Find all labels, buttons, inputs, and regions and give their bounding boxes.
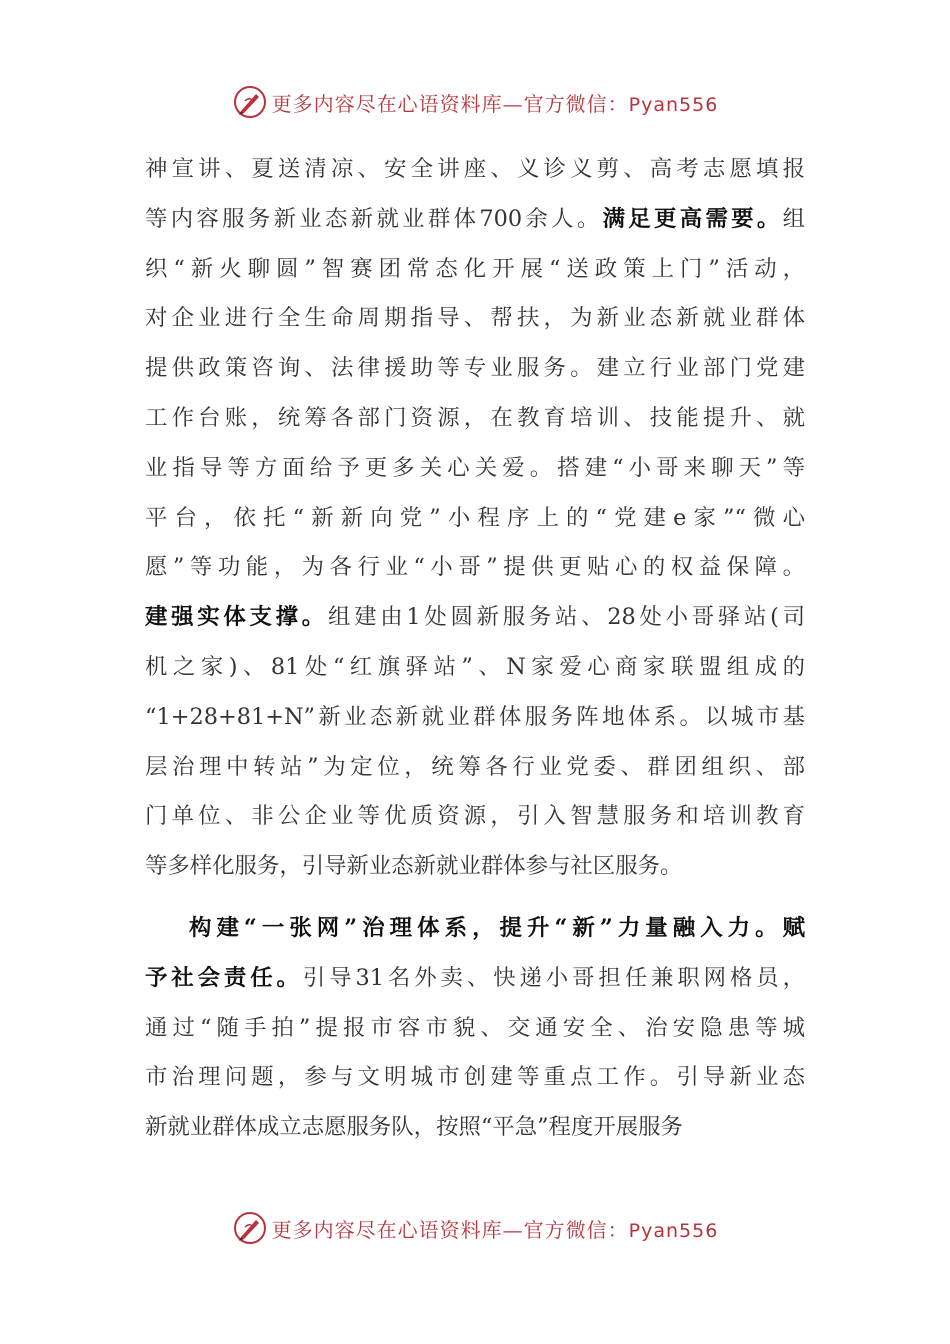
- text-segment: 门单位、非公企业等优质资源，引入智慧服务和培训教育: [145, 803, 805, 830]
- text-segment: 等内容服务新业态新就业群体700余人。: [145, 205, 603, 232]
- bold-heading-text: 满足更高需要。: [602, 205, 783, 232]
- text-segment: 织“新火聊圆”智赛团常态化开展“送政策上门”活动，: [145, 255, 805, 282]
- text-line: [145, 245, 805, 295]
- paragraph: [145, 145, 805, 892]
- text-segment: 等多样化服务，引导新业态新就业群体参与社区服务。: [145, 853, 683, 880]
- text-segment: 对企业进行全生命周期指导、帮扶，为新业态新就业群体: [145, 305, 805, 332]
- text-segment: 层治理中转站”为定位，统筹各行业党委、群团组织、部: [145, 753, 805, 780]
- text-line: [145, 494, 805, 544]
- text-line: [145, 954, 805, 1004]
- text-segment: 组: [782, 205, 805, 232]
- text-line: [145, 842, 805, 892]
- wechat-id: Pyan556: [628, 93, 719, 116]
- text-line: [145, 593, 805, 643]
- text-segment: 引导31名外卖、快递小哥担任兼职网格员，: [302, 964, 805, 991]
- bold-heading-text: 予社会责任。: [145, 964, 303, 991]
- wechat-id: Pyan556: [628, 1219, 719, 1242]
- text-line: [145, 693, 805, 743]
- text-line: [145, 1053, 805, 1103]
- text-line: [145, 195, 805, 245]
- text-segment: 工作台账，统筹各部门资源，在教育培训、技能提升、就: [145, 404, 805, 431]
- text-segment: 业指导等方面给予更多关心关爱。搭建“小哥来聊天”等: [145, 454, 805, 481]
- paragraph-spacer: [145, 892, 805, 904]
- text-segment: 组建由1处圆新服务站、28处小哥驿站(司: [327, 604, 806, 631]
- pen-logo-icon: [232, 1210, 268, 1246]
- banner-label: 更多内容尽在心语资料库—官方微信：: [271, 91, 629, 116]
- text-line: [145, 394, 805, 444]
- body-text: [145, 145, 805, 1153]
- text-segment: 市治理问题，参与文明城市创建等重点工作。引导新业态: [145, 1064, 805, 1091]
- bold-heading-text: 构建“一张网”治理体系，提升“新”力量融入力。赋: [189, 914, 805, 941]
- pen-logo-icon: [232, 84, 268, 120]
- text-segment: “1+28+81+N”新业态新就业群体服务阵地体系。以城市基: [145, 703, 805, 730]
- text-line: [145, 904, 805, 954]
- text-line: [145, 1004, 805, 1054]
- text-segment: 平台，依托“新新向党”小程序上的“党建e家”“微心: [145, 504, 805, 531]
- text-segment: 机之家)、81处“红旗驿站”、N家爱心商家联盟组成的: [145, 653, 805, 680]
- text-segment: 提供政策咨询、法律援助等专业服务。建立行业部门党建: [145, 355, 805, 382]
- text-line: [145, 643, 805, 693]
- paragraph: [145, 904, 805, 1153]
- banner-text: [272, 1214, 719, 1243]
- bold-heading-text: 建强实体支撑。: [145, 604, 328, 631]
- text-line: [145, 792, 805, 842]
- text-line: [145, 145, 805, 195]
- text-line: [145, 344, 805, 394]
- text-segment: 新就业群体成立志愿服务队，按照“平急”程度开展服务: [145, 1114, 683, 1141]
- text-line: [145, 543, 805, 593]
- banner-text: [272, 88, 719, 117]
- text-segment: 通过“随手拍”提报市容市貌、交通安全、治安隐患等城: [145, 1014, 805, 1041]
- text-line: [145, 743, 805, 793]
- text-segment: 神宣讲、夏送清凉、安全讲座、义诊义剪、高考志愿填报: [145, 156, 805, 182]
- text-segment: 愿”等功能，为各行业“小哥”提供更贴心的权益保障。: [145, 554, 805, 581]
- text-line: [145, 444, 805, 494]
- header-banner: [0, 82, 950, 122]
- text-line: [145, 294, 805, 344]
- footer-banner: [0, 1208, 950, 1248]
- text-line: [145, 1103, 805, 1153]
- banner-label: 更多内容尽在心语资料库—官方微信：: [271, 1217, 629, 1242]
